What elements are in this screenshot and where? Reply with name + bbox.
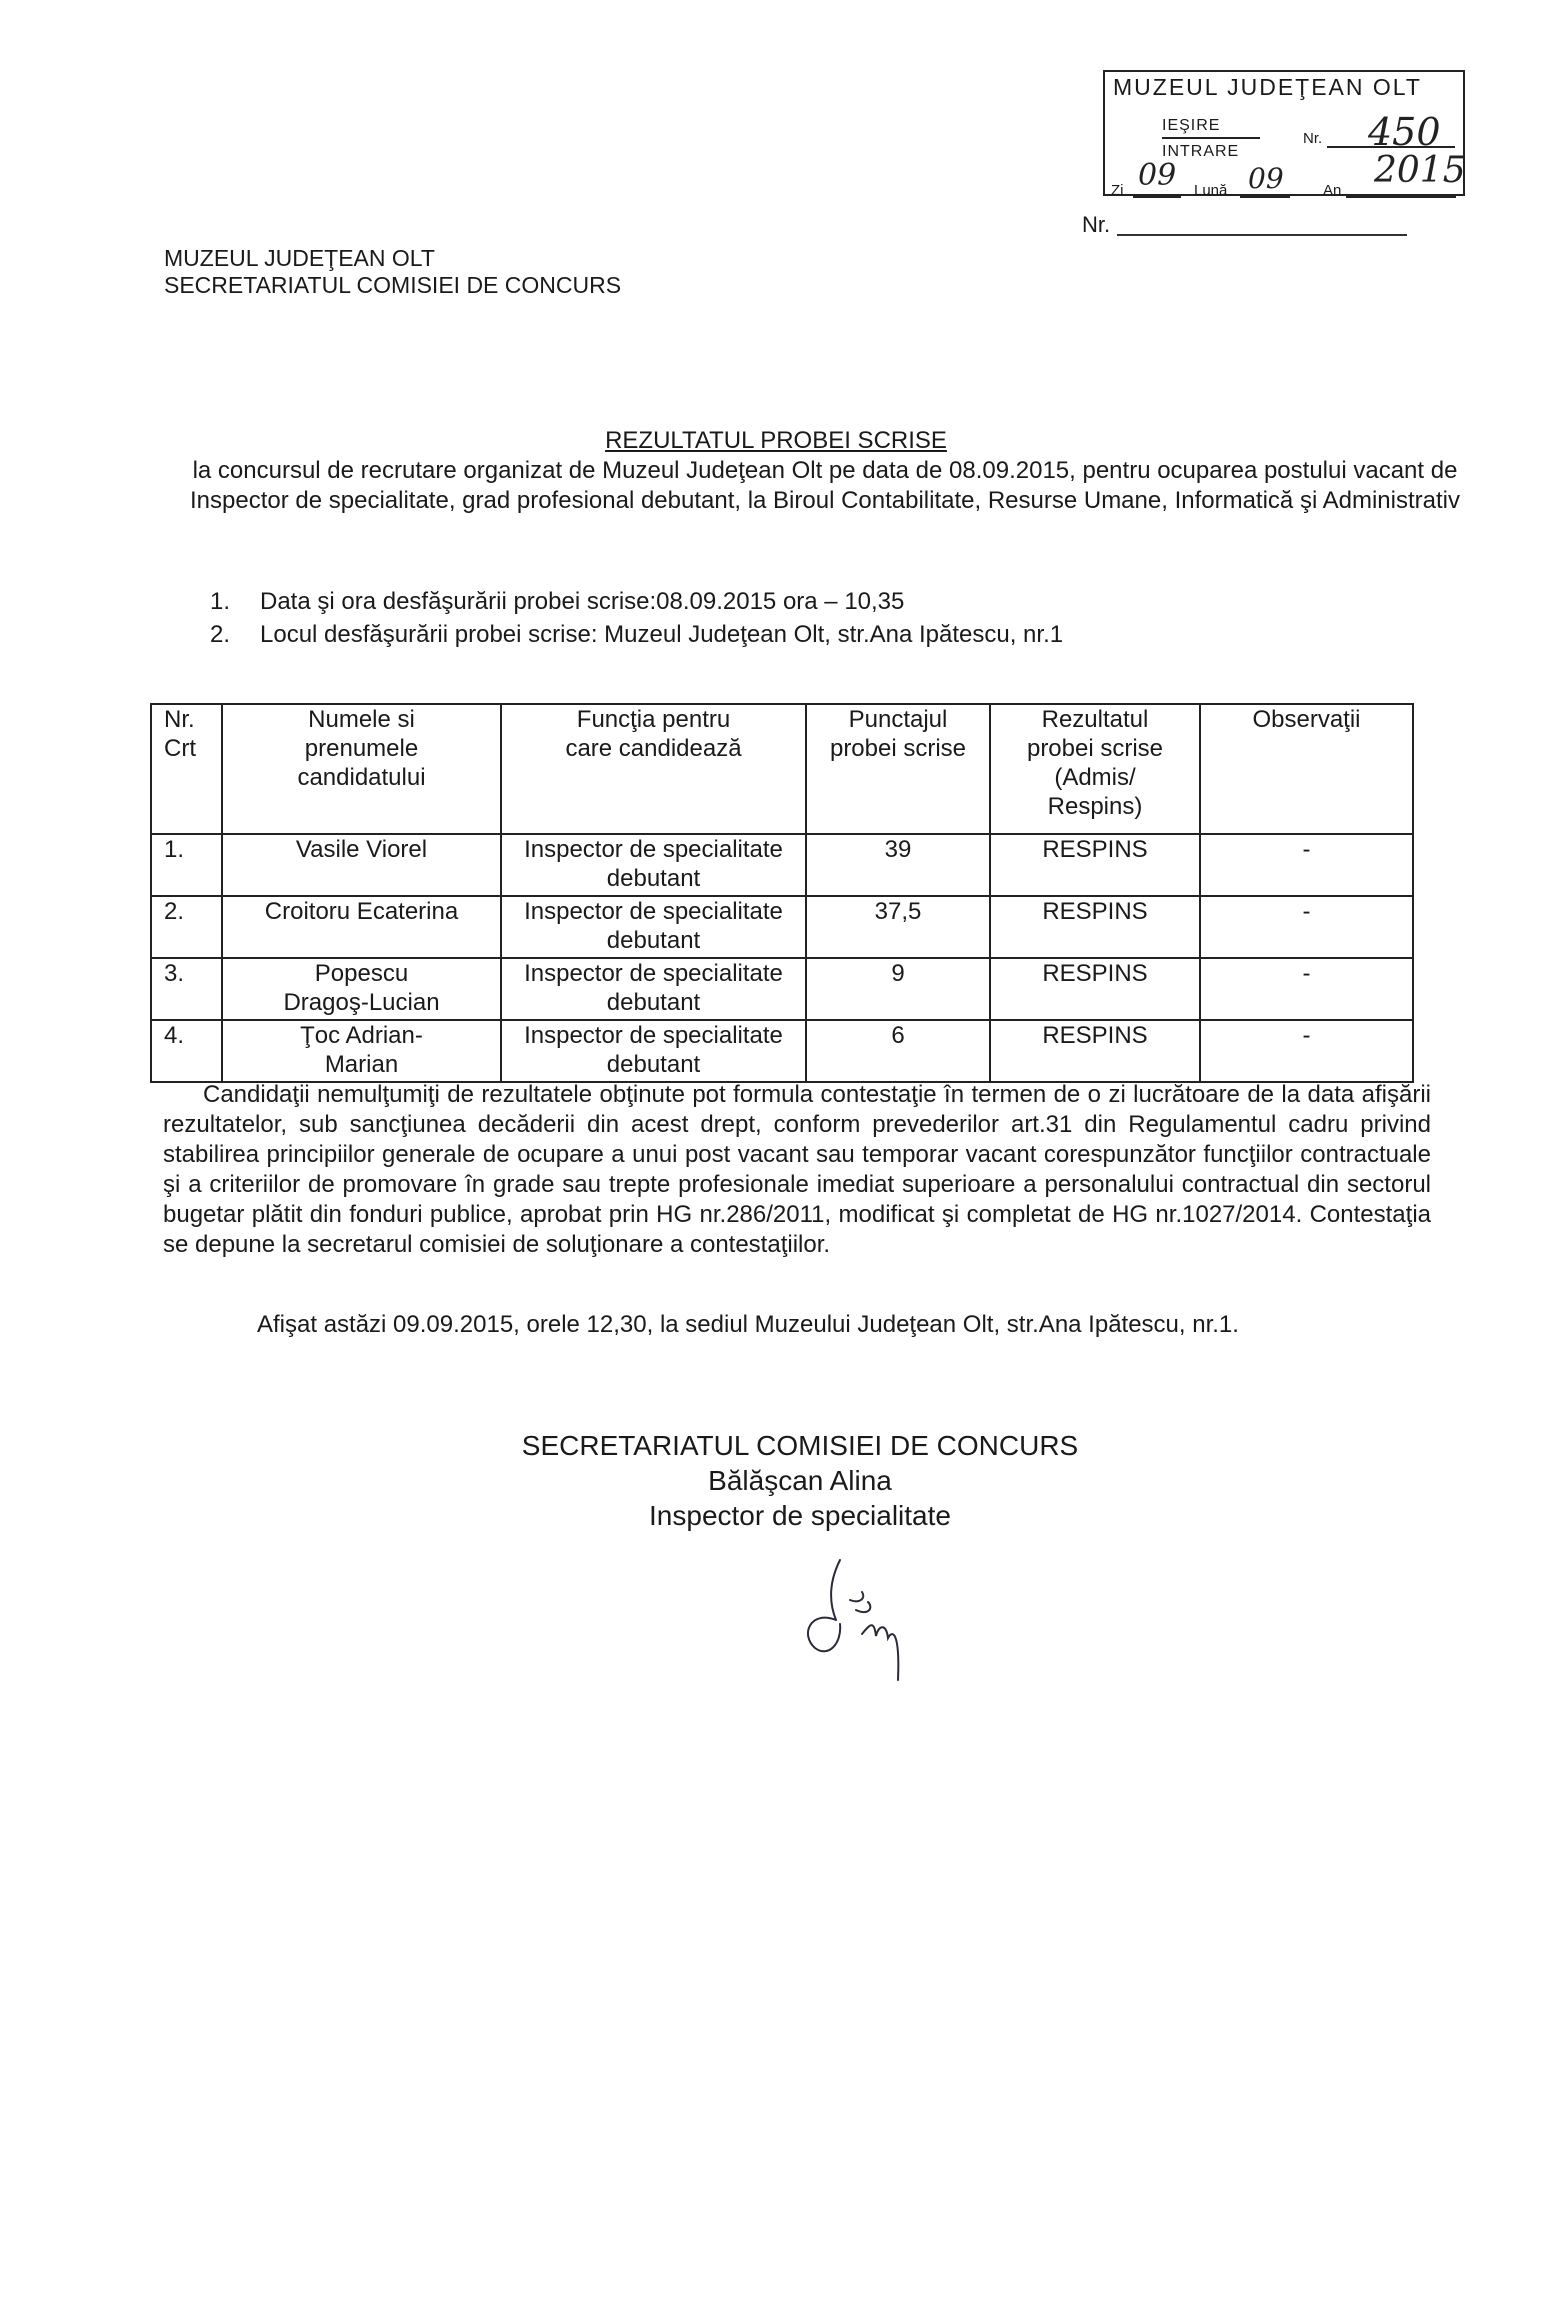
cell-candidate-name: Popescu Dragoş-Lucian [222, 958, 501, 1020]
table-row [151, 1020, 1413, 1082]
organization-heading [164, 245, 621, 299]
table-row [151, 958, 1413, 1020]
stamp-nr-label: Nr. [1303, 130, 1323, 147]
signature-person-name: Bălăşcan Alina [708, 1465, 892, 1496]
cell-observations: - [1200, 834, 1413, 896]
stamp-iesire-label: IEŞIRE [1162, 117, 1221, 134]
cell-score: 6 [806, 1020, 990, 1082]
document-number-line [1117, 234, 1407, 236]
cell-score: 9 [806, 958, 990, 1020]
stamp-luna-line [1240, 196, 1290, 198]
header-nr-crt: Nr. Crt [151, 704, 222, 834]
cell-result: RESPINS [990, 834, 1200, 896]
stamp-an-label: An [1323, 182, 1342, 199]
cell-position: Inspector de specialitate debutant [501, 958, 806, 1020]
table-header-row [151, 704, 1413, 834]
header-score: Punctajul probei scrise [806, 704, 990, 834]
stamp-an-line [1346, 196, 1456, 198]
table-row [151, 896, 1413, 958]
stamp-nr-value: 450 [1368, 110, 1441, 154]
stamp-zi-label: Zi [1111, 182, 1124, 199]
cell-nr: 4. [151, 1020, 222, 1082]
cell-nr: 1. [151, 834, 222, 896]
cell-result: RESPINS [990, 1020, 1200, 1082]
results-table [150, 703, 1414, 1083]
handwritten-signature [770, 1540, 940, 1710]
exam-info-text: Data şi ora desfăşurării probei scrise:08.09.2015 ora – 10,35 [260, 588, 905, 615]
exam-info-item [210, 618, 1063, 651]
header-observations: Observaţii [1200, 704, 1413, 834]
document-number-label: Nr. [1082, 212, 1111, 237]
exam-info-text: Locul desfăşurării probei scrise: Muzeul Judeţean Olt, str.Ana Ipătescu, nr.1 [260, 621, 1064, 648]
exam-info-list [210, 585, 1063, 651]
header-candidate-name: Numele si prenumele candidatului [222, 704, 501, 834]
organization-name: MUZEUL JUDEŢEAN OLT [164, 245, 435, 271]
cell-result: RESPINS [990, 958, 1200, 1020]
document-title: REZULTATUL PROBEI SCRISE [605, 427, 947, 454]
cell-position: Inspector de specialitate debutant [501, 896, 806, 958]
posting-notice: Afişat astăzi 09.09.2015, orele 12,30, la sediul Muzeului Judeţean Olt, str.Ana Ipătescu, nr.1. [257, 1311, 1239, 1338]
stamp-io-labels [1162, 113, 1260, 163]
signature-block [440, 1428, 1160, 1533]
stamp-an-value: 2015 [1374, 150, 1466, 191]
cell-score: 39 [806, 834, 990, 896]
organization-department: SECRETARIATUL COMISIEI DE CONCURS [164, 272, 622, 298]
header-position: Funcţia pentru care candidează [501, 704, 806, 834]
cell-nr: 3. [151, 958, 222, 1020]
contestation-paragraph [163, 1080, 1431, 1260]
cell-position: Inspector de specialitate debutant [501, 834, 806, 896]
stamp-title: MUZEUL JUDEŢEAN OLT [1113, 74, 1422, 100]
document-intro: la concursul de recrutare organizat de Muzeul Judeţean Olt pe data de 08.09.2015, pentru ocuparea postului vacant de Inspector de specialitate, grad profesional debutant, la Biroul Contabilitate, Resurse Umane, Informatică şi Administrativ [190, 457, 1460, 514]
cell-observations: - [1200, 896, 1413, 958]
cell-nr: 2. [151, 896, 222, 958]
cell-observations: - [1200, 1020, 1413, 1082]
signature-department: SECRETARIATUL COMISIEI DE CONCURS [521, 1430, 1079, 1461]
cell-candidate-name: Vasile Viorel [222, 834, 501, 896]
header-result: Rezultatul probei scrise (Admis/ Respins) [990, 704, 1200, 834]
stamp-luna-value: 09 [1248, 162, 1284, 195]
cell-score: 37,5 [806, 896, 990, 958]
table-row [151, 834, 1413, 896]
exam-info-number: 1. [210, 588, 231, 615]
cell-candidate-name: Croitoru Ecaterina [222, 896, 501, 958]
exam-info-item [210, 585, 1063, 618]
exam-info-number: 2. [210, 621, 231, 648]
cell-position: Inspector de specialitate debutant [501, 1020, 806, 1082]
signature-person-role: Inspector de specialitate [649, 1500, 951, 1531]
stamp-zi-value: 09 [1138, 158, 1177, 193]
stamp-intrare-label: INTRARE [1162, 143, 1240, 160]
cell-observations: - [1200, 958, 1413, 1020]
cell-candidate-name: Ţoc Adrian-Marian [222, 1020, 501, 1082]
cell-result: RESPINS [990, 896, 1200, 958]
stamp-zi-line [1133, 196, 1181, 198]
contestation-text: Candidaţii nemulţumiţi de rezultatele obţinute pot formula contestaţie în termen de o zi lucrătoare de la data afişării rezultatelor, sub sancţiunea decăderii din acest drept, conform prevederilor art.31 din Regulamentul cadru privind stabilirea principiilor generale de ocupare a unui post vacant sau temporar vacant corespunzător funcţiilor contractuale şi a criteriilor de promovare în grade sau trepte profesionale imediat superioare a personalului contractual din sectorul bugetar plătit din fonduri publice, aprobat prin HG nr.286/2011, modificat şi completat de HG nr.1027/2014. Contestaţia se depune la secretarul comisiei de soluţionare a contestaţiilor. [163, 1081, 1431, 1258]
stamp-luna-label: Lună [1194, 182, 1228, 199]
